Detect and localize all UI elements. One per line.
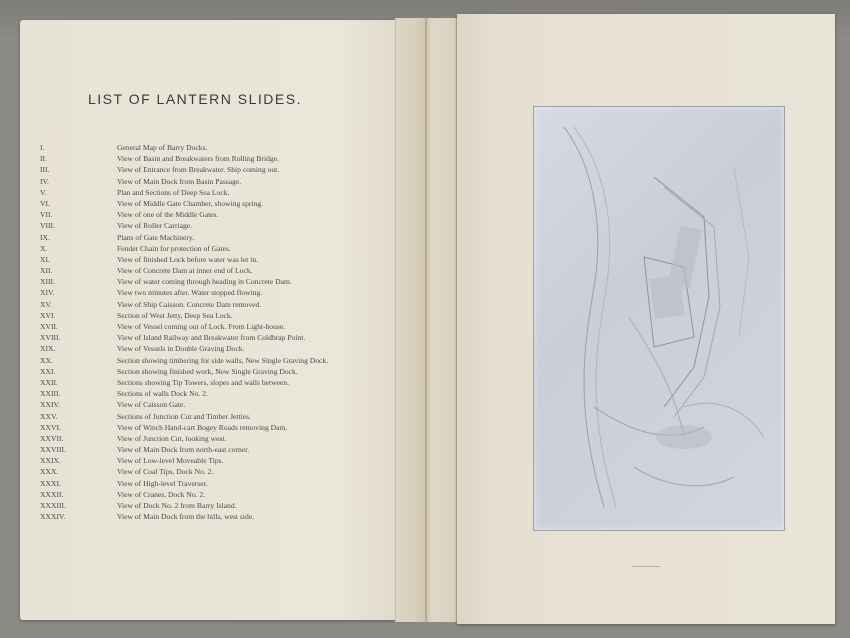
- slide-number: XXVI.: [40, 422, 61, 432]
- slide-description: Section showing timbering for side walls, New Single Graving Dock.: [117, 355, 329, 365]
- slide-description: View of one of the Middle Gates.: [117, 210, 219, 220]
- slide-description: Plan and Sections of Deep Sea Lock.: [117, 187, 230, 197]
- slide-description: View of Cranes, Dock No. 2.: [117, 489, 206, 499]
- slide-description: View of Vessel coming out of Lock. From Light-house.: [117, 322, 286, 331]
- list-item: [40, 143, 370, 154]
- slide-description: View of Entrance from Breakwater. Ship coming out.: [117, 165, 280, 175]
- slide-number: II.: [40, 154, 47, 164]
- slide-description: View of Vessels in Double Graving Dock.: [117, 344, 245, 354]
- list-item: [40, 255, 370, 266]
- slide-number: XIV.: [40, 288, 55, 298]
- dock-map-illustration: [534, 107, 784, 530]
- slide-description: View of Roller Carriage.: [117, 221, 193, 231]
- slide-description: General Map of Barry Docks.: [117, 143, 208, 152]
- slide-number: XXIV.: [40, 400, 60, 410]
- list-item: [40, 288, 370, 299]
- slide-description: View of Winch Hand-cart Bogey Roads removing Dam.: [117, 422, 288, 432]
- list-item: [40, 467, 370, 478]
- slide-description: View of High-level Traverser.: [117, 478, 208, 488]
- list-item: [40, 322, 370, 333]
- list-item: [40, 311, 370, 322]
- list-item: [40, 445, 370, 456]
- list-item: [40, 210, 370, 221]
- slide-number: XXX.: [40, 467, 59, 477]
- slide-description: View of Main Dock from the hills, west side.: [117, 512, 255, 522]
- list-item: [40, 165, 370, 176]
- slide-number: XXII.: [40, 377, 58, 387]
- slide-number: XXVII.: [40, 433, 64, 443]
- slide-description: Sections showing Tip Towers, slopes and walls between.: [117, 377, 290, 387]
- slide-number: V.: [40, 187, 47, 197]
- list-item: [40, 389, 370, 400]
- list-item: [40, 344, 370, 355]
- slide-description: View of Main Dock from Basin Passage.: [117, 176, 242, 186]
- list-item: [40, 233, 370, 244]
- list-item: [40, 333, 370, 344]
- list-item: [40, 266, 370, 277]
- slide-description: View of Island Railway and Breakwater from Coldbrap Point.: [117, 333, 306, 343]
- slide-number: XXXIV.: [40, 512, 66, 522]
- list-item: [40, 400, 370, 411]
- slide-description: Section showing finished work, New Single Graving Dock.: [117, 366, 298, 376]
- slide-number: XXV.: [40, 411, 58, 421]
- list-item: [40, 154, 370, 165]
- list-item: [40, 512, 370, 523]
- slide-description: Sections of walls Dock No. 2.: [117, 389, 208, 399]
- slide-description: View of Caisson Gate.: [117, 400, 186, 410]
- slide-number: VI.: [40, 198, 50, 208]
- slide-description: View of water coming through heading in Concrete Dam.: [117, 277, 292, 287]
- slide-description: View of Dock No. 2 from Barry Island.: [117, 501, 237, 510]
- list-item: [40, 244, 370, 255]
- slide-description: View of Ship Caisson. Concrete Dam removed.: [117, 299, 262, 309]
- list-item: [40, 378, 370, 389]
- list-item: [40, 356, 370, 367]
- list-item: [40, 367, 370, 378]
- slide-description: Sections of Junction Cut and Timber Jetties.: [117, 411, 251, 421]
- slide-number: XX.: [40, 355, 53, 365]
- page-title: LIST OF LANTERN SLIDES.: [88, 91, 302, 107]
- slide-number: XVI.: [40, 310, 56, 320]
- list-item: [40, 423, 370, 434]
- slide-number: XXXII.: [40, 489, 64, 499]
- slide-description: View of finished Lock before water was let in.: [117, 254, 259, 264]
- slide-number: XXXIII.: [40, 501, 66, 510]
- slide-number: XXVIII.: [40, 445, 66, 455]
- list-item: [40, 221, 370, 232]
- slide-number: XIX.: [40, 344, 56, 354]
- list-item: [40, 501, 370, 512]
- slide-number: IX.: [40, 232, 50, 242]
- slide-number: IV.: [40, 176, 49, 186]
- slide-description: View of Concrete Dam at inner end of Lock.: [117, 266, 253, 276]
- slide-number: XIII.: [40, 277, 55, 287]
- slide-number: I.: [40, 143, 45, 152]
- list-item: [40, 177, 370, 188]
- list-item: [40, 479, 370, 490]
- slide-description: Fender Chain for protection of Gates.: [117, 243, 231, 253]
- slide-description: View of Middle Gate Chamber, showing spring.: [117, 198, 264, 208]
- slide-number: XI.: [40, 254, 50, 264]
- map-photograph: [533, 106, 785, 531]
- slide-description: View of Junction Cut, looking west.: [117, 433, 227, 443]
- list-item: [40, 199, 370, 210]
- slide-number: XXIX.: [40, 456, 61, 466]
- slide-number: XVIII.: [40, 333, 61, 343]
- slide-number: VIII.: [40, 221, 55, 231]
- slide-description: View two minutes after. Water stopped flowing.: [117, 288, 263, 298]
- slide-number: XV.: [40, 299, 52, 309]
- list-item: [40, 456, 370, 467]
- list-item: [40, 300, 370, 311]
- slide-description: Plans of Gate Machinery.: [117, 232, 195, 242]
- slide-number: X.: [40, 243, 48, 253]
- slide-number: XXI.: [40, 366, 56, 376]
- list-item: [40, 490, 370, 501]
- slide-number: XXXI.: [40, 478, 61, 488]
- list-item: [40, 188, 370, 199]
- slide-number: VII.: [40, 210, 53, 220]
- slide-number: XII.: [40, 266, 53, 276]
- slide-number: XVII.: [40, 322, 58, 331]
- slide-description: View of Main Dock from north-east corner.: [117, 445, 250, 455]
- mount-pencil-mark: [632, 566, 660, 567]
- list-item: [40, 277, 370, 288]
- list-item: [40, 412, 370, 423]
- list-item: [40, 434, 370, 445]
- slide-list: [40, 143, 370, 523]
- gutter-crease: [425, 18, 427, 622]
- slide-description: View of Basin and Breakwaters from Rolling Bridge.: [117, 154, 279, 164]
- slide-number: XXIII.: [40, 389, 61, 399]
- slide-description: View of Coal Tips, Dock No. 2.: [117, 467, 214, 477]
- slide-description: Section of West Jetty, Deep Sea Lock.: [117, 310, 233, 320]
- slide-number: III.: [40, 165, 50, 175]
- slide-description: View of Low-level Moveable Tips.: [117, 456, 224, 466]
